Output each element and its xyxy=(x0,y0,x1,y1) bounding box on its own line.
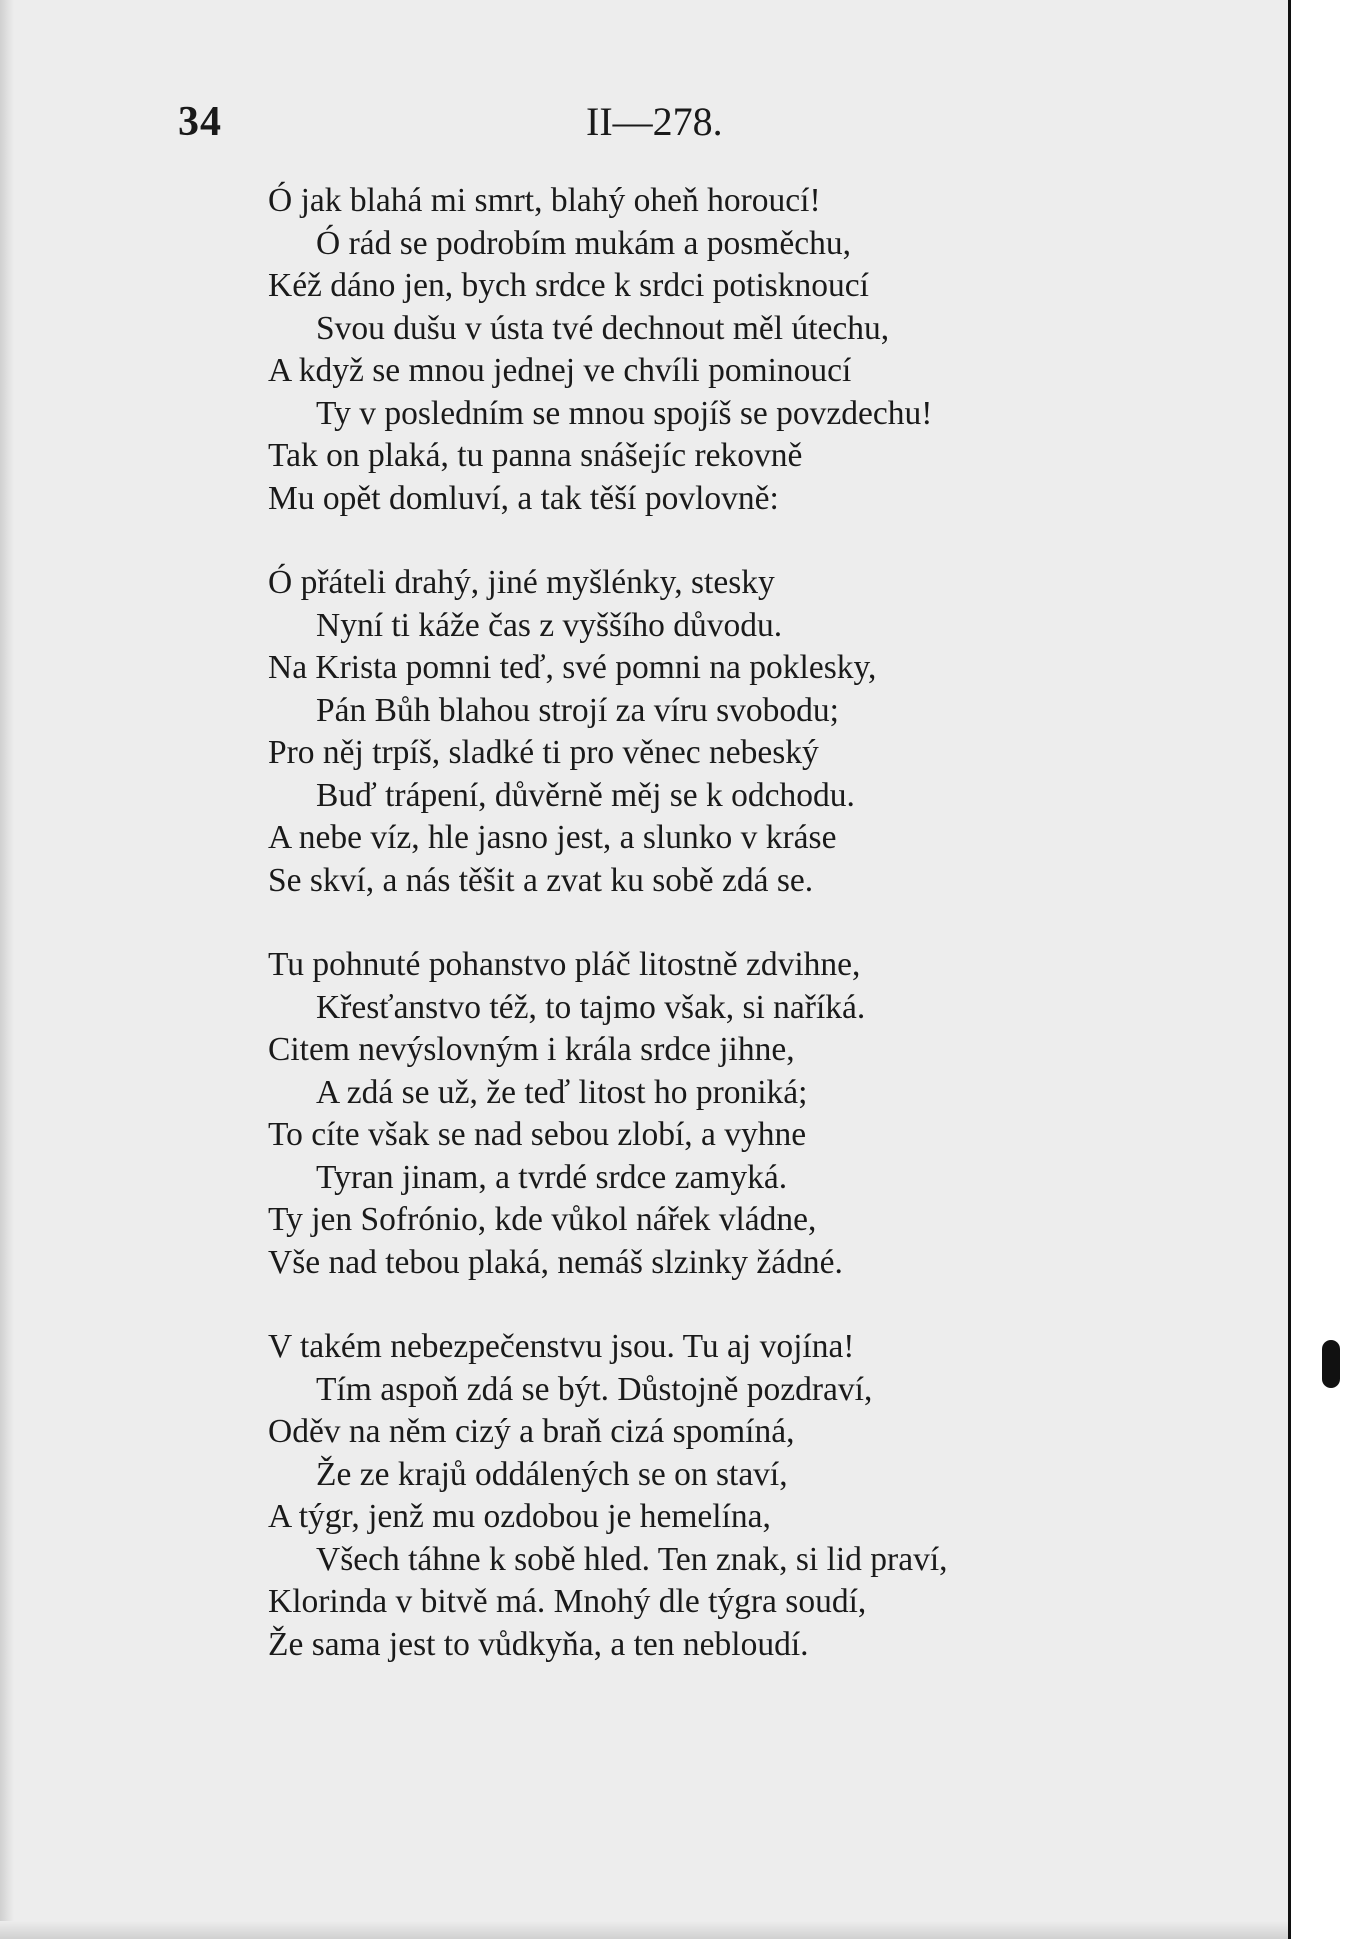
verse-line: Kéž dáno jen, bych srdce k srdci potisknoucí xyxy=(268,267,869,304)
verse-line: Pán Bůh blahou strojí za víru svobodu; xyxy=(316,691,839,729)
verse-line: Citem nevýslovným i krála srdce jihne, xyxy=(268,1031,795,1068)
verse-line: Klorinda v bitvě má. Mnohý dle týgra soudí, xyxy=(268,1583,867,1620)
verse-line: Mu opět domluví, a tak těší povlovně: xyxy=(268,479,779,517)
verse-line: Na Krista pomni teď, své pomni na poklesky, xyxy=(268,649,877,686)
verse-line: Tak on plaká, tu panna snášejíc rekovně xyxy=(268,437,803,474)
poem-body xyxy=(268,180,1248,1708)
verse-line: Ty jen Sofrónio, kde vůkol nářek vládne, xyxy=(268,1201,817,1238)
verse-line: Že ze krajů oddálených se on staví, xyxy=(316,1455,788,1493)
verse-line: A zdá se už, že teď litost ho proniká; xyxy=(316,1073,808,1111)
printer-signature: II—278. xyxy=(586,99,723,144)
scan-bottom-shadow xyxy=(0,1921,1288,1939)
stanza xyxy=(268,944,1248,1284)
verse-line: Se skví, a nás těšit a zvat ku sobě zdá se. xyxy=(268,861,814,899)
verse-line: A týgr, jenž mu ozdobou je hemelína, xyxy=(268,1498,771,1535)
stanza xyxy=(268,180,1248,520)
verse-line: Tyran jinam, a tvrdé srdce zamyká. xyxy=(316,1158,788,1196)
verse-line: Oděv na něm cizý a braň cizá spomíná, xyxy=(268,1413,795,1450)
scan-edge-shadow xyxy=(0,0,14,1939)
verse-line: Že sama jest to vůdkyňa, a ten nebloudí. xyxy=(268,1625,809,1663)
verse-line: Vše nad tebou plaká, nemáš slzinky žádné. xyxy=(268,1243,843,1281)
verse-line: A když se mnou jednej ve chvíli pominoucí xyxy=(268,352,852,389)
stanza xyxy=(268,562,1248,902)
verse-line: Buď trápení, důvěrně měj se k odchodu. xyxy=(316,776,855,814)
verse-line: Křesťanstvo též, to tajmo však, si naříká. xyxy=(316,988,866,1026)
verse-line: Tu pohnuté pohanstvo pláč litostně zdvihne, xyxy=(268,946,861,983)
binding-mark xyxy=(1322,1340,1340,1388)
verse-line: Ty v posledním se mnou spojíš se povzdechu! xyxy=(316,394,933,432)
page-number: 34 xyxy=(178,99,222,145)
verse-line: Tím aspoň zdá se být. Důstojně pozdraví, xyxy=(316,1370,873,1408)
verse-line: A nebe víz, hle jasno jest, a slunko v kráse xyxy=(268,819,837,856)
verse-line: Pro něj trpíš, sladké ti pro věnec nebeský xyxy=(268,734,819,771)
verse-line: Všech táhne k sobě hled. Ten znak, si lid praví, xyxy=(316,1540,948,1578)
verse-line: V takém nebezpečenstvu jsou. Tu aj vojína! xyxy=(268,1328,855,1365)
verse-line: Ó rád se podrobím mukám a posměchu, xyxy=(316,224,851,262)
verse-line: Ó přáteli drahý, jiné myšlénky, stesky xyxy=(268,564,775,601)
stanza xyxy=(268,1326,1248,1666)
verse-line: Nyní ti káže čas z vyššího důvodu. xyxy=(316,606,783,644)
verse-line: To cíte však se nad sebou zlobí, a vyhne xyxy=(268,1116,807,1153)
verse-line: Svou dušu v ústa tvé dechnout měl útechu, xyxy=(316,309,890,347)
page-header xyxy=(0,98,1288,148)
verse-line: Ó jak blahá mi smrt, blahý oheň horoucí! xyxy=(268,182,821,219)
